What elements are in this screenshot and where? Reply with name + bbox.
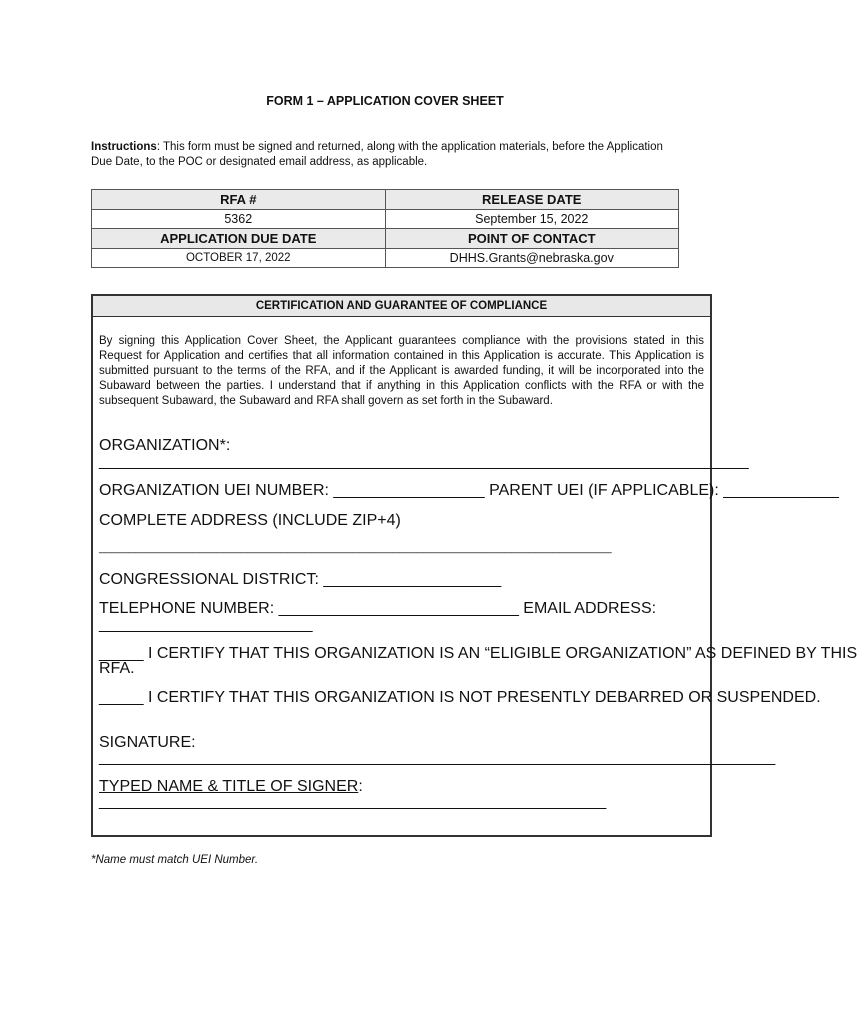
telephone-email-fields[interactable]: TELEPHONE NUMBER: ___________________________ EMAIL ADDRESS:: [99, 600, 657, 617]
info-table: [91, 189, 679, 268]
typed-name-label-text: TYPED NAME & TITLE OF SIGNER: [99, 778, 359, 795]
release-date-label: RELEASE DATE: [385, 190, 679, 210]
organization-field[interactable]: _________________________________________________________________________: [99, 453, 749, 470]
rfa-label: RFA #: [92, 190, 386, 210]
point-of-contact-value[interactable]: DHHS.Grants@nebraska.gov: [385, 249, 679, 268]
instructions-text: : This form must be signed and returned, along with the application materials, before the Application Due Date, to the POC or designated email address, as applicable.: [91, 141, 663, 168]
address-label: COMPLETE ADDRESS (INCLUDE ZIP+4): [99, 512, 401, 529]
instructions-label: Instructions: [91, 141, 157, 153]
not-debarred-checkbox[interactable]: _____ I CERTIFY THAT THIS ORGANIZATION IS NOT PRESENTLY DEBARRED OR SUSPENDED.: [99, 689, 821, 706]
due-date-label: APPLICATION DUE DATE: [92, 229, 386, 249]
certification-body: [93, 334, 710, 409]
form-title: FORM 1 – APPLICATION COVER SHEET: [266, 94, 504, 108]
certification-paragraph: By signing this Application Cover Sheet, the Applicant guarantees compliance with the provisions stated in this Request for Application and certifies that all information contained in this Application is accurate. This Application is submitted pursuant to the terms of the RFA, and if the Applicant is awarded funding, it will be incorporated into the Subaward between the parties. I understand that if anything in this Application conflicts with the RFA or with the subsequent Subaward, the Subaward and RFA shall govern as set forth in the Subaward.: [99, 335, 704, 407]
release-date-value: September 15, 2022: [385, 210, 679, 229]
organization-label: ORGANIZATION*:: [99, 437, 231, 454]
table-row: [92, 229, 679, 249]
email-field[interactable]: ________________________: [99, 616, 313, 633]
point-of-contact-label: POINT OF CONTACT: [385, 229, 679, 249]
table-row: [92, 249, 679, 268]
signature-field[interactable]: ____________________________________________________________________________: [99, 749, 776, 766]
certification-box: [91, 294, 857, 837]
signature-label: SIGNATURE:: [99, 734, 196, 751]
table-row: [92, 190, 679, 210]
certification-header: CERTIFICATION AND GUARANTEE OF COMPLIANCE: [93, 296, 710, 317]
typed-name-colon: :: [358, 778, 363, 795]
instructions: [91, 140, 681, 170]
uei-fields[interactable]: ORGANIZATION UEI NUMBER: _________________ PARENT UEI (IF APPLICABLE): _____________: [99, 482, 839, 499]
rfa-value: 5362: [92, 210, 386, 229]
eligible-organization-checkbox[interactable]: _____ I CERTIFY THAT THIS ORGANIZATION IS AN “ELIGIBLE ORGANIZATION” AS DEFINED BY THIS: [99, 645, 857, 662]
address-field[interactable]: _______________________________________________________________________________________: [99, 542, 612, 554]
table-row: [92, 210, 679, 229]
congressional-district-field[interactable]: CONGRESSIONAL DISTRICT: ____________________: [99, 571, 502, 588]
due-date-value: OCTOBER 17, 2022: [92, 249, 386, 268]
eligible-organization-text: RFA.: [99, 660, 135, 677]
typed-name-field[interactable]: _________________________________________________________: [99, 793, 607, 810]
footnote: *Name must match UEI Number.: [91, 854, 259, 866]
